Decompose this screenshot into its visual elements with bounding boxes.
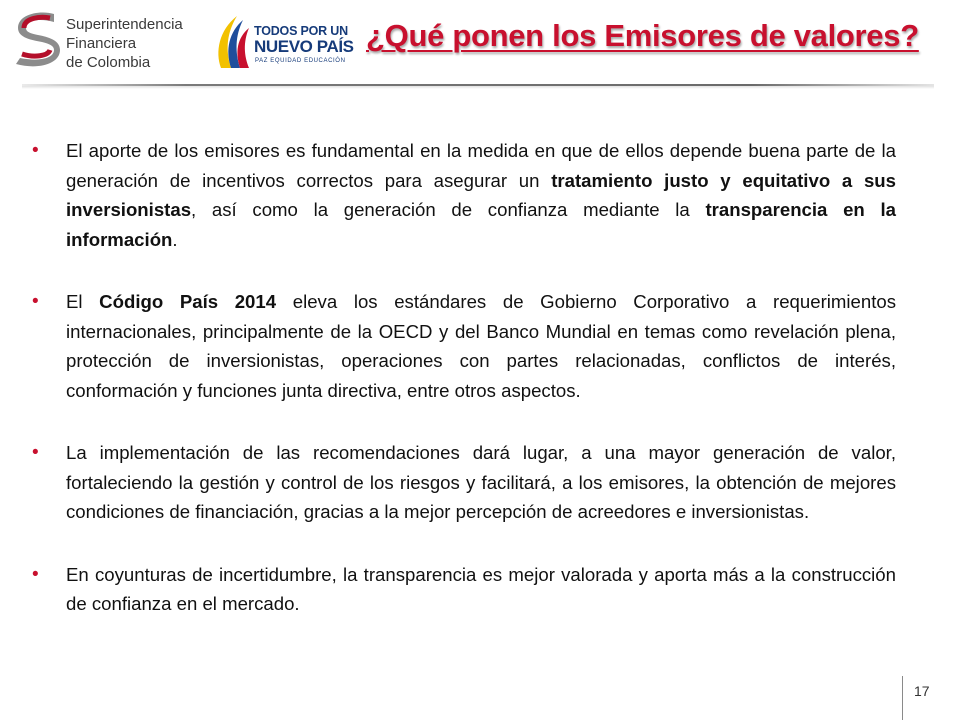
- superintendencia-wordmark: [66, 15, 183, 72]
- bullet-text: En coyunturas de incertidumbre, la transparencia es mejor valorada y aporta más a la construcción de confianza en el mercado.: [66, 563, 896, 614]
- bullet-marker: •: [32, 140, 39, 161]
- colombia-stripes-icon: [213, 12, 253, 70]
- bullet-text: El aporte de los emisores es fundamental en la medida en que de ellos depende buena parte de la generación de incentivos correctos para asegurar un: [66, 140, 896, 191]
- bullet-text: , así como la generación de confianza mediante la: [191, 199, 706, 220]
- bullet-marker: •: [32, 442, 39, 463]
- bullet-text: El: [66, 291, 100, 312]
- bullet-list: [32, 136, 896, 652]
- bullet-emphasis: tratamiento justo y equitativo a sus inversionistas: [66, 169, 897, 220]
- bullet-item: [32, 136, 896, 254]
- tpnp-line-1: TODOS POR UN: [254, 24, 348, 38]
- bullet-emphasis: transparencia en la información: [66, 199, 896, 250]
- bullet-item: [32, 287, 896, 405]
- slide-header: [0, 0, 960, 90]
- page-number: 17: [914, 683, 930, 699]
- superintendencia-s-icon: [10, 8, 62, 68]
- bullet-text: eleva los estándares de Gobierno Corporativo a requerimientos internacionales, principalmente de la OECD y del Banco Mundial en temas como revelación plena, protección de inversionistas, operaciones con partes relacionadas, conflictos de interés, conformación y funciones junta directiva, entre otros aspectos.: [66, 291, 896, 401]
- superintendencia-logo: [10, 6, 183, 72]
- bullet-marker: •: [32, 563, 39, 585]
- bullet-item: [32, 438, 896, 527]
- bullet-emphasis: Código País 2014: [99, 291, 277, 312]
- superintendencia-line-3: de Colombia: [66, 54, 151, 71]
- bullet-item: [32, 560, 896, 619]
- slide-title: ¿Qué ponen los Emisores de valores?: [366, 18, 919, 53]
- header-divider-shadow: [22, 86, 934, 89]
- tpnp-line-2: NUEVO PAÍS: [254, 37, 354, 56]
- bullet-text: La implementación de las recomendaciones dará lugar, a una mayor generación de valor, fortaleciendo la gestión y control de los riesgos y facilitará, a los emisores, la obtención de mejores condiciones de financiación, gracias a la mejor percepción de acreedores e inversionistas.: [66, 442, 896, 522]
- bullet-marker: •: [32, 291, 39, 312]
- superintendencia-line-2: Financiera: [66, 35, 137, 52]
- bullet-text: .: [172, 228, 178, 250]
- superintendencia-line-1: Superintendencia: [66, 16, 183, 33]
- tpnp-line-3: PAZ EQUIDAD EDUCACIÓN: [255, 58, 346, 64]
- todos-por-un-nuevo-pais-logo: [213, 12, 354, 74]
